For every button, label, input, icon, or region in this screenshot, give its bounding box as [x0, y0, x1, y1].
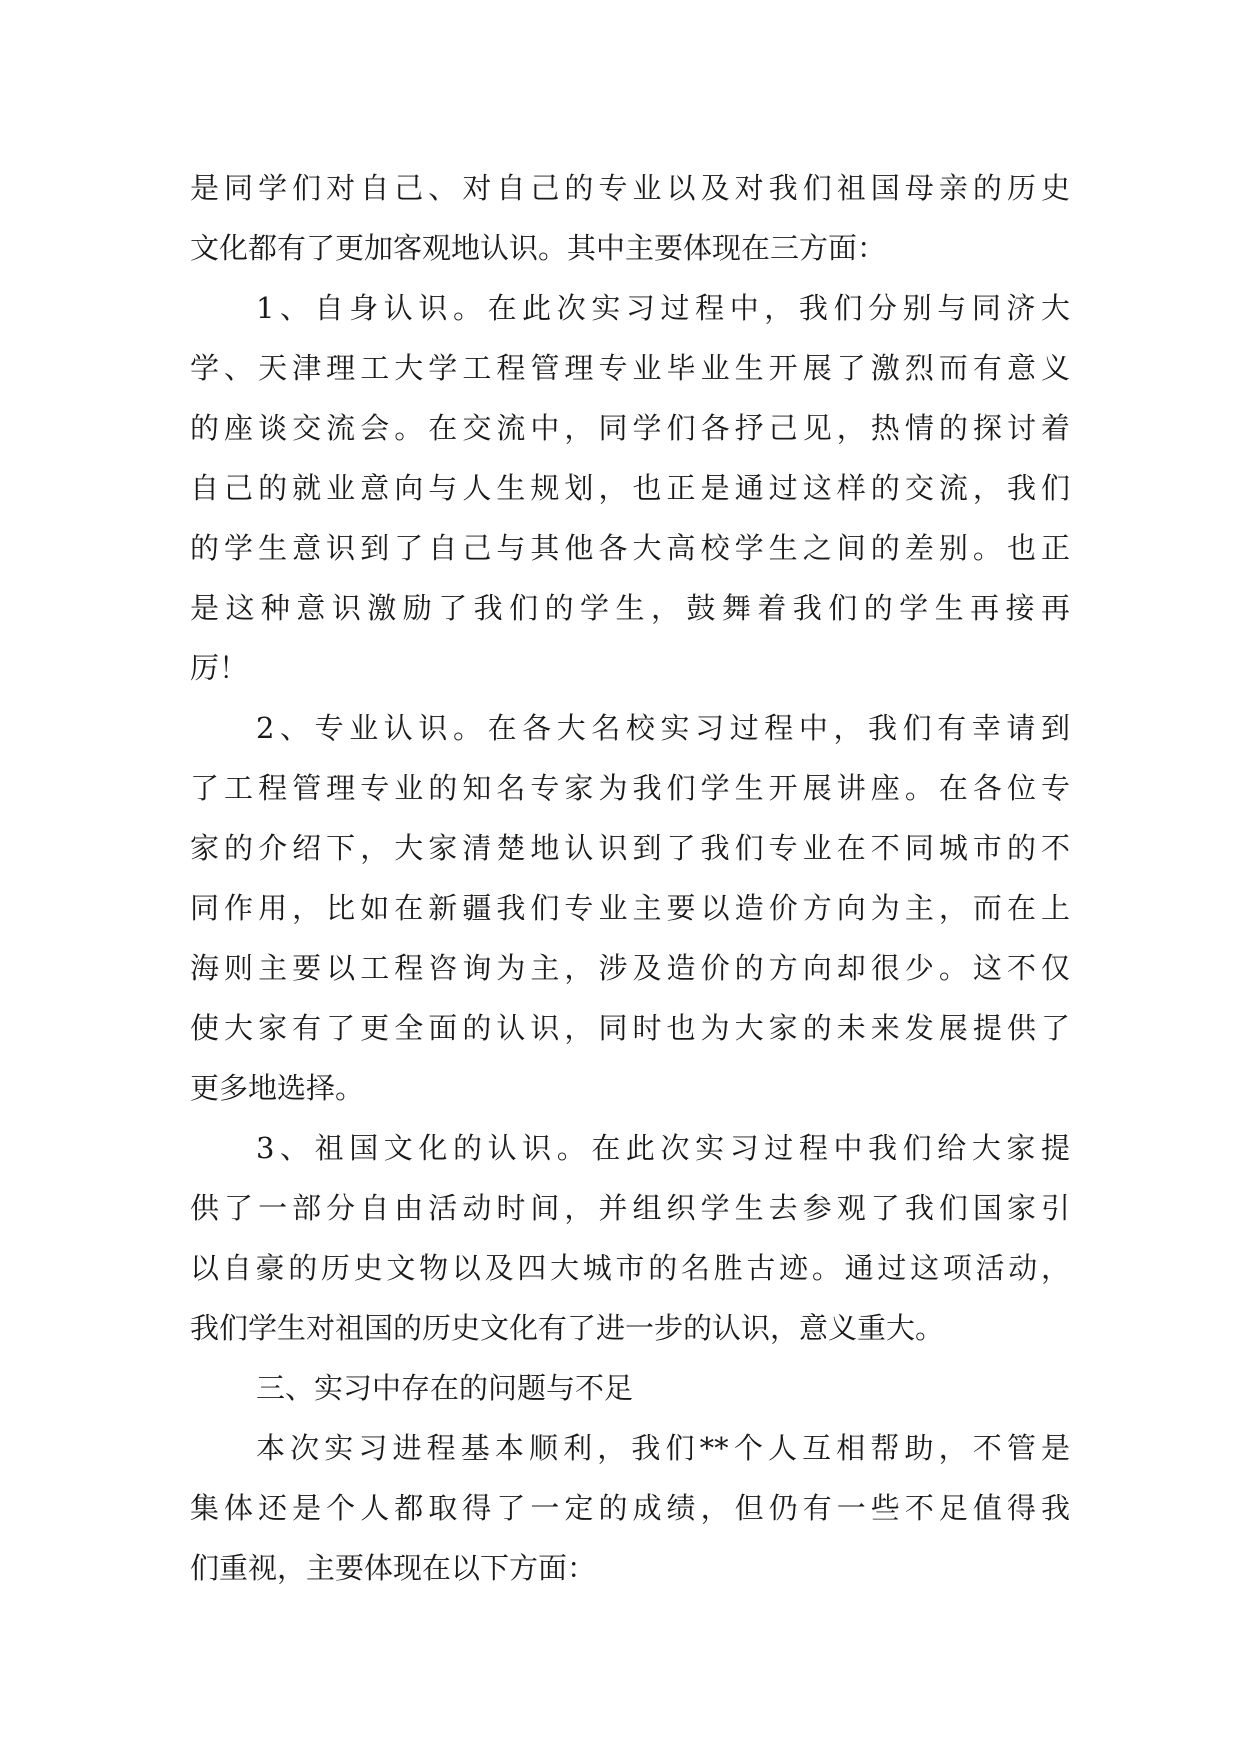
text-line: 三、实习中存在的问题与不足	[256, 1371, 634, 1405]
text-line: 是这种意识激励了我们的学生，鼓舞着我们的学生再接再	[190, 591, 1070, 625]
paragraph	[190, 1358, 1070, 1418]
text-line: 了工程管理专业的知名专家为我们学生开展讲座。在各位专	[190, 771, 1070, 805]
text-line: 2、专业认识。在各大名校实习过程中，我们有幸请到	[256, 711, 1070, 745]
text-line: 自己的就业意向与人生规划，也正是通过这样的交流，我们	[190, 471, 1070, 505]
text-line: 我们学生对祖国的历史文化有了进一步的认识，意义重大。	[190, 1311, 945, 1345]
text-line: 同作用，比如在新疆我们专业主要以造价方向为主，而在上	[190, 891, 1070, 925]
text-line: 3、祖国文化的认识。在此次实习过程中我们给大家提	[256, 1131, 1070, 1165]
text-line: 供了一部分自由活动时间，并组织学生去参观了我们国家引	[190, 1191, 1070, 1225]
paragraph	[190, 1118, 1070, 1358]
text-line: 们重视，主要体现在以下方面：	[190, 1551, 597, 1585]
text-line: 本次实习进程基本顺利，我们**个人互相帮助，不管是	[256, 1431, 1070, 1465]
paragraph	[190, 1418, 1070, 1598]
text-line: 更多地选择。	[190, 1071, 365, 1105]
text-line: 的座谈交流会。在交流中，同学们各抒己见，热情的探讨着	[190, 411, 1070, 445]
text-line: 使大家有了更全面的认识，同时也为大家的未来发展提供了	[190, 1011, 1070, 1045]
paragraph	[190, 158, 1070, 278]
text-line: 是同学们对自己、对自己的专业以及对我们祖国母亲的历史	[190, 171, 1070, 205]
paragraph	[190, 278, 1070, 698]
text-line: 学、天津理工大学工程管理专业毕业生开展了激烈而有意义	[190, 351, 1070, 385]
text-line: 的学生意识到了自己与其他各大高校学生之间的差别。也正	[190, 531, 1070, 565]
paragraph	[190, 698, 1070, 1118]
text-line: 1、自身认识。在此次实习过程中，我们分别与同济大	[256, 291, 1070, 325]
document-body	[190, 158, 1070, 1598]
text-line: 海则主要以工程咨询为主，涉及造价的方向却很少。这不仅	[190, 951, 1070, 985]
text-line: 集体还是个人都取得了一定的成绩，但仍有一些不足值得我	[190, 1491, 1070, 1525]
text-line: 以自豪的历史文物以及四大城市的名胜古迹。通过这项活动，	[190, 1251, 1070, 1285]
text-line: 厉！	[190, 651, 249, 685]
text-line: 家的介绍下，大家清楚地认识到了我们专业在不同城市的不	[190, 831, 1070, 865]
text-line: 文化都有了更加客观地认识。其中主要体现在三方面：	[190, 231, 887, 265]
